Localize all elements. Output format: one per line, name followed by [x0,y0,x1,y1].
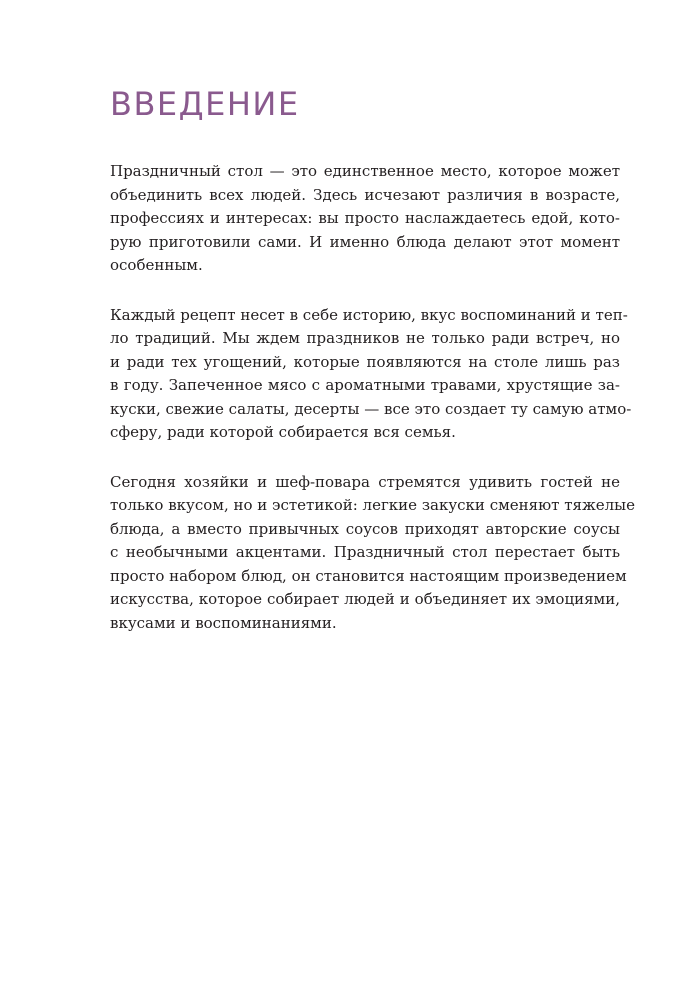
text-line: сферу, ради которой собирается вся семья. [110,423,456,441]
text-line: и ради тех угощений, которые появляются на столе лишь раз [110,352,620,371]
chapter-body [110,160,635,661]
text-line: блюда, а вместо привычных соусов приходят авторские соусы [110,519,620,538]
text-line: ло традиций. Мы ждем праздников не только ради встреч, но [110,329,620,347]
text-line: с необычными акцентами. Праздничный стол перестает быть [110,543,620,561]
chapter-title: ВВЕДЕНИЕ [110,85,300,123]
paragraph-2 [110,304,632,445]
paragraph-1 [110,160,620,278]
text-line: особенным. [110,256,203,274]
text-line: искусства, которое собирает людей и объединяет их эмоциями, [110,590,620,608]
text-line: рую приготовили сами. И именно блюда делают этот момент [110,232,620,251]
text-line: только вкусом, но и эстетикой: легкие закуски сменяют тяжелые [110,496,635,514]
text-line: вкусами и воспоминаниями. [110,613,337,632]
text-line: Сегодня хозяйки и шеф-повара стремятся удивить гостей не [110,472,620,491]
text-line: профессиях и интересах: вы просто наслаждаетесь едой, кото- [110,209,620,227]
text-line: объединить всех людей. Здесь исчезают различия в возрасте, [110,185,620,204]
text-line: в году. Запеченное мясо с ароматными травами, хрустящие за- [110,376,620,394]
paragraph-3 [110,471,635,636]
text-line: Каждый рецепт несет в себе историю, вкус воспоминаний и теп- [110,305,628,324]
text-line: просто набором блюд, он становится настоящим произведением [110,566,627,585]
text-line: Праздничный стол — это единственное место, которое может [110,162,620,180]
text-line: куски, свежие салаты, десерты — все это создает ту самую атмо- [110,399,632,418]
